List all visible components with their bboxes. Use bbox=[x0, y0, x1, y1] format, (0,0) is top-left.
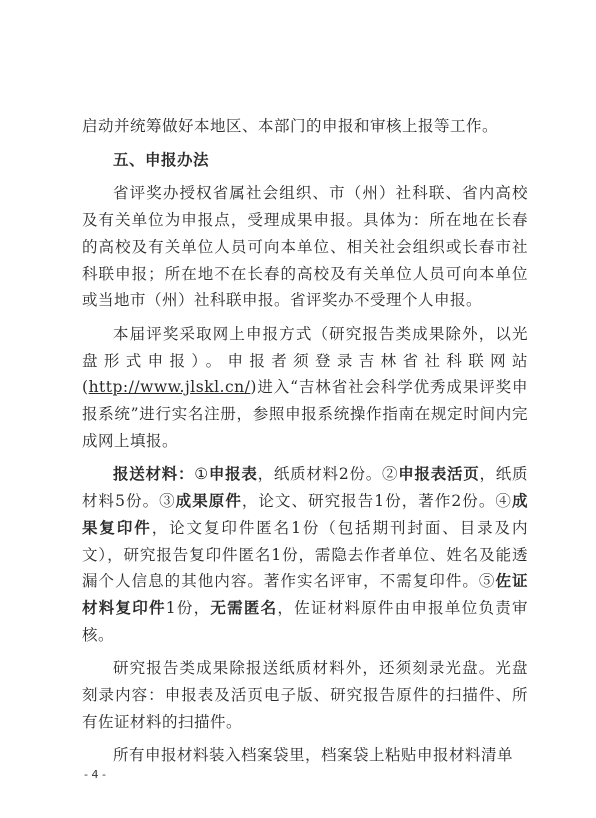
paragraph-text: ① bbox=[194, 465, 209, 484]
bold-term: 申报表活页 bbox=[398, 465, 480, 484]
bold-label: 报送材料： bbox=[113, 465, 195, 484]
paragraph-text: ，纸质材料5份。③ bbox=[82, 465, 528, 511]
website-link[interactable]: http://www.jlskl.cn/ bbox=[88, 378, 251, 397]
paragraph-text: ，纸质材料2份。② bbox=[257, 465, 399, 484]
paragraph-disc-burning: 研究报告类成果除报送纸质材料外，还须刻录光盘。光盘刻录内容：申报表及活页电子版、研究报告原件的扫描件、所有佐证材料的扫描件。 bbox=[82, 659, 528, 731]
paragraph-continuation: 启动并统筹做好本地区、本部门的申报和审核上报等工作。 bbox=[82, 117, 499, 135]
bold-term: 成果复印件 bbox=[82, 492, 528, 537]
page-number: - 4 - bbox=[84, 768, 106, 781]
paragraph-application-points: 省评奖办授权省属社会组织、市（州）社科联、省内高校及有关单位为申报点，受理成果申报。具体为：所在地在长春的高校及有关单位人员可向本单位、相关社会组织或长春市社科联申报；所在地不在长春的高校及有关单位人员可向本单位或当地市（州）社科联申报。省评奖办不受理个人申报。 bbox=[82, 184, 528, 310]
bold-term: 申报表 bbox=[208, 465, 258, 484]
bold-term: 成果原件 bbox=[175, 492, 242, 511]
paragraph-text: )进入“吉林省社会科学优秀成果评奖申报系统”进行实名注册，参照申报系统操作指南在规定时间内完成网上填报。 bbox=[82, 378, 528, 450]
paragraph-submission-materials bbox=[82, 461, 528, 648]
paragraph-online-application bbox=[82, 321, 528, 455]
paragraph-text: ，论文、研究报告1份，著作2份。④ bbox=[241, 492, 512, 511]
paragraph-text: 本届评奖采取网上申报方式（研究报告类成果除外，以光盘形式申报）。申报者须登录吉林省社科联网站( bbox=[82, 324, 528, 397]
bold-term: 无需匿名 bbox=[210, 598, 278, 617]
paragraph-archive-bag: 所有申报材料装入档案袋里，档案袋上粘贴申报材料清单 bbox=[113, 746, 514, 765]
document-body bbox=[82, 113, 528, 769]
paragraph-text: 1份， bbox=[165, 598, 211, 617]
paragraph-text: ，论文复印件匿名1份（包括期刊封面、目录及内文），研究报告复印件匿名1份，需隐去作者单位、姓名及能透漏个人信息的其他内容。著作实名评审，不需复印件。⑤ bbox=[82, 518, 528, 591]
section-heading: 五、申报办法 bbox=[113, 150, 210, 169]
bold-term: 佐证材料复印件 bbox=[82, 572, 528, 617]
paragraph-text: ，佐证材料原件由申报单位负责审核。 bbox=[82, 598, 528, 644]
